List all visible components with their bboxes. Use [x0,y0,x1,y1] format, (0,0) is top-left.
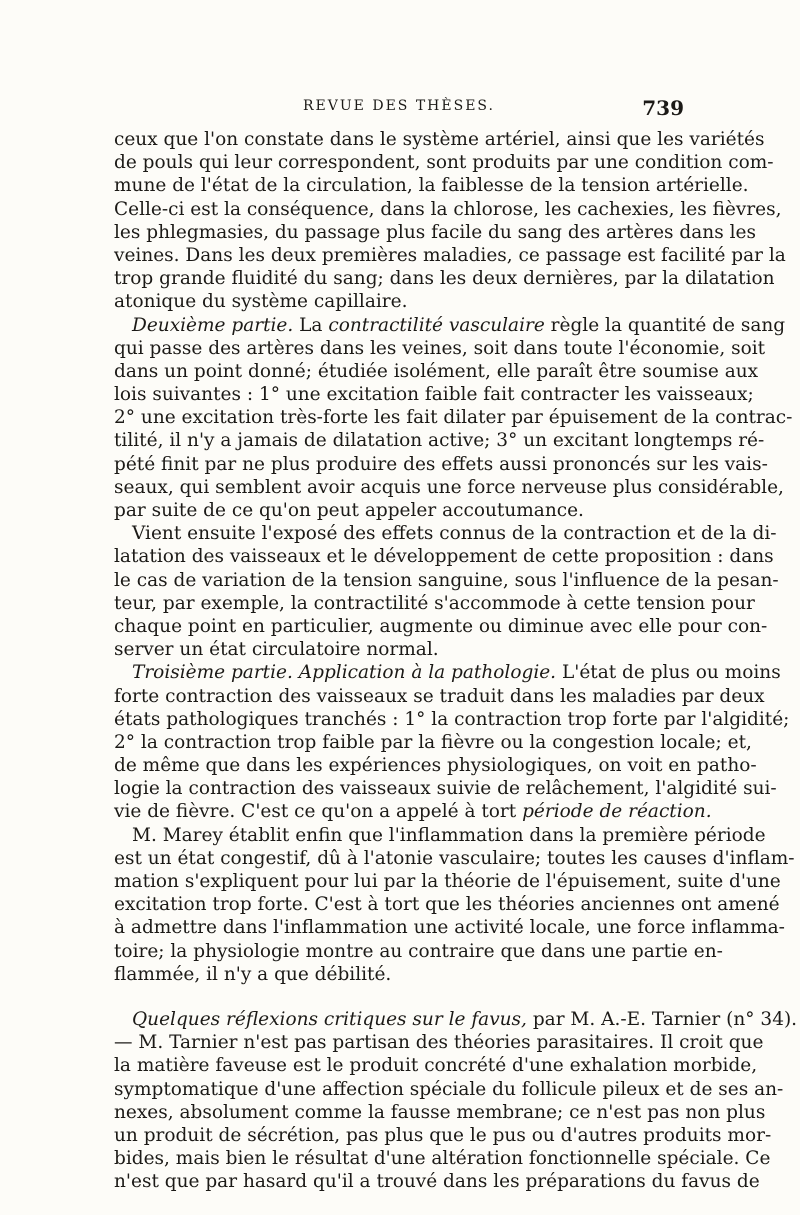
text-line: mune de l'état de la circulation, la faiblesse de la tension artérielle. [114,175,749,197]
text-line: flammée, il n'y a que débilité. [114,963,392,985]
text-line: veines. Dans les deux premières maladies, ce passage est facilité par la [114,244,786,266]
paragraph [114,824,795,986]
text-line: Vient ensuite l'exposé des effets connus de la contraction et de la di- [132,523,777,545]
text-line: bides, mais bien le résultat d'une altération fonctionnelle spéciale. Ce [114,1148,771,1170]
text-line: n'est que par hasard qu'il a trouvé dans les préparations du favus de [114,1171,760,1193]
text-line: dans un point donné; étudiée isolément, elle paraît être soumise aux [114,360,759,382]
text-line: forte contraction des vaisseaux se traduit dans les maladies par deux [114,685,765,707]
text-line: logie la contraction des vaisseaux suivie de relâchement, l'algidité sui- [114,778,777,800]
running-title: REVUE DES THÈSES. [303,98,495,114]
text-line: de même que dans les expériences physiologiques, on voit en patho- [114,755,757,777]
text-line: chaque point en particulier, augmente ou diminue avec elle pour con- [114,615,768,637]
paragraph [114,128,786,314]
text-line: tilité, il n'y a jamais de dilatation active; 3° un excitant longtemps ré- [114,430,765,452]
page-header [114,96,684,124]
text-line: server un état circulatoire normal. [114,639,439,661]
text-line: atonique du système capillaire. [114,291,408,313]
text-line: Quelques réflexions critiques sur le favus, par M. A.-E. Tarnier (n° 34). [132,1008,798,1030]
text-line: mation s'expliquent pour lui par la théorie de l'épuisement, suite d'une [114,871,781,892]
text-line: lois suivantes : 1° une excitation faible fait contracter les vaisseaux; [114,384,754,406]
text-line: est un état congestif, dû à l'atonie vasculaire; toutes les causes d'inflam- [114,847,795,869]
text-line: Deuxième partie. La contractilité vasculaire règle la quantité de sang [132,314,786,336]
text-line: 2° la contraction trop faible par la fièvre ou la congestion locale; et, [114,731,752,753]
text-line: de pouls qui leur correspondent, sont produits par une condition com- [114,152,774,174]
text-line: Troisième partie. Application à la pathologie. L'état de plus ou moins [132,662,781,684]
paragraph [114,1008,798,1194]
text-line: latation des vaisseaux et le développement de cette proposition : dans [114,546,774,568]
paragraph [114,522,779,661]
section-gap [114,986,688,1008]
text-line: qui passe des artères dans les veines, soit dans toute l'économie, soit [114,337,766,359]
text-line: par suite de ce qu'on peut appeler accoutumance. [114,500,584,521]
page-number: 739 [642,96,684,120]
text-line: pété finit par ne plus produire des effets aussi prononcés sur les vais- [114,453,768,475]
text-line: excitation trop forte. C'est à tort que les théories anciennes ont amené [114,894,780,916]
text-line: un produit de sécrétion, pas plus que le pus ou d'autres produits mor- [114,1124,772,1146]
paragraph [114,314,793,523]
text-line: — M. Tarnier n'est pas partisan des théories parasitaires. Il croit que [114,1032,764,1054]
paragraph [114,661,790,823]
body-text [114,128,798,1193]
text-line: toire; la physiologie montre au contraire que dans une partie en- [114,940,723,962]
text-line: symptomatique d'une affection spéciale du follicule pileux et de ses an- [114,1078,784,1100]
text-line: ceux que l'on constate dans le système artériel, ainsi que les variétés [114,129,765,150]
text-line: seaux, qui semblent avoir acquis une force nerveuse plus considérable, [114,476,784,498]
text-line: teur, par exemple, la contractilité s'accommode à cette tension pour [114,592,755,614]
text-line: nexes, absolument comme la fausse membrane; ce n'est pas non plus [114,1101,766,1123]
text-line: 2° une excitation très-forte les fait dilater par épuisement de la contrac- [114,407,793,429]
text-line: le cas de variation de la tension sanguine, sous l'influence de la pesan- [114,569,779,591]
text-line: la matière faveuse est le produit concrété d'une exhalation morbide, [114,1055,758,1077]
text-line: états pathologiques tranchés : 1° la contraction trop forte par l'algidité; [114,708,790,730]
text-line: les phlegmasies, du passage plus facile du sang des artères dans les [114,221,756,243]
text-line: vie de fièvre. C'est ce qu'on a appelé à tort période de réaction. [114,801,712,823]
text-line: Celle-ci est la conséquence, dans la chlorose, les cachexies, les fièvres, [114,198,782,220]
text-line: à admettre dans l'inflammation une activité locale, une force inflamma- [114,917,785,939]
text-line: M. Marey établit enfin que l'inflammation dans la première période [132,824,766,846]
text-line: trop grande fluidité du sang; dans les deux dernières, par la dilatation [114,268,775,290]
